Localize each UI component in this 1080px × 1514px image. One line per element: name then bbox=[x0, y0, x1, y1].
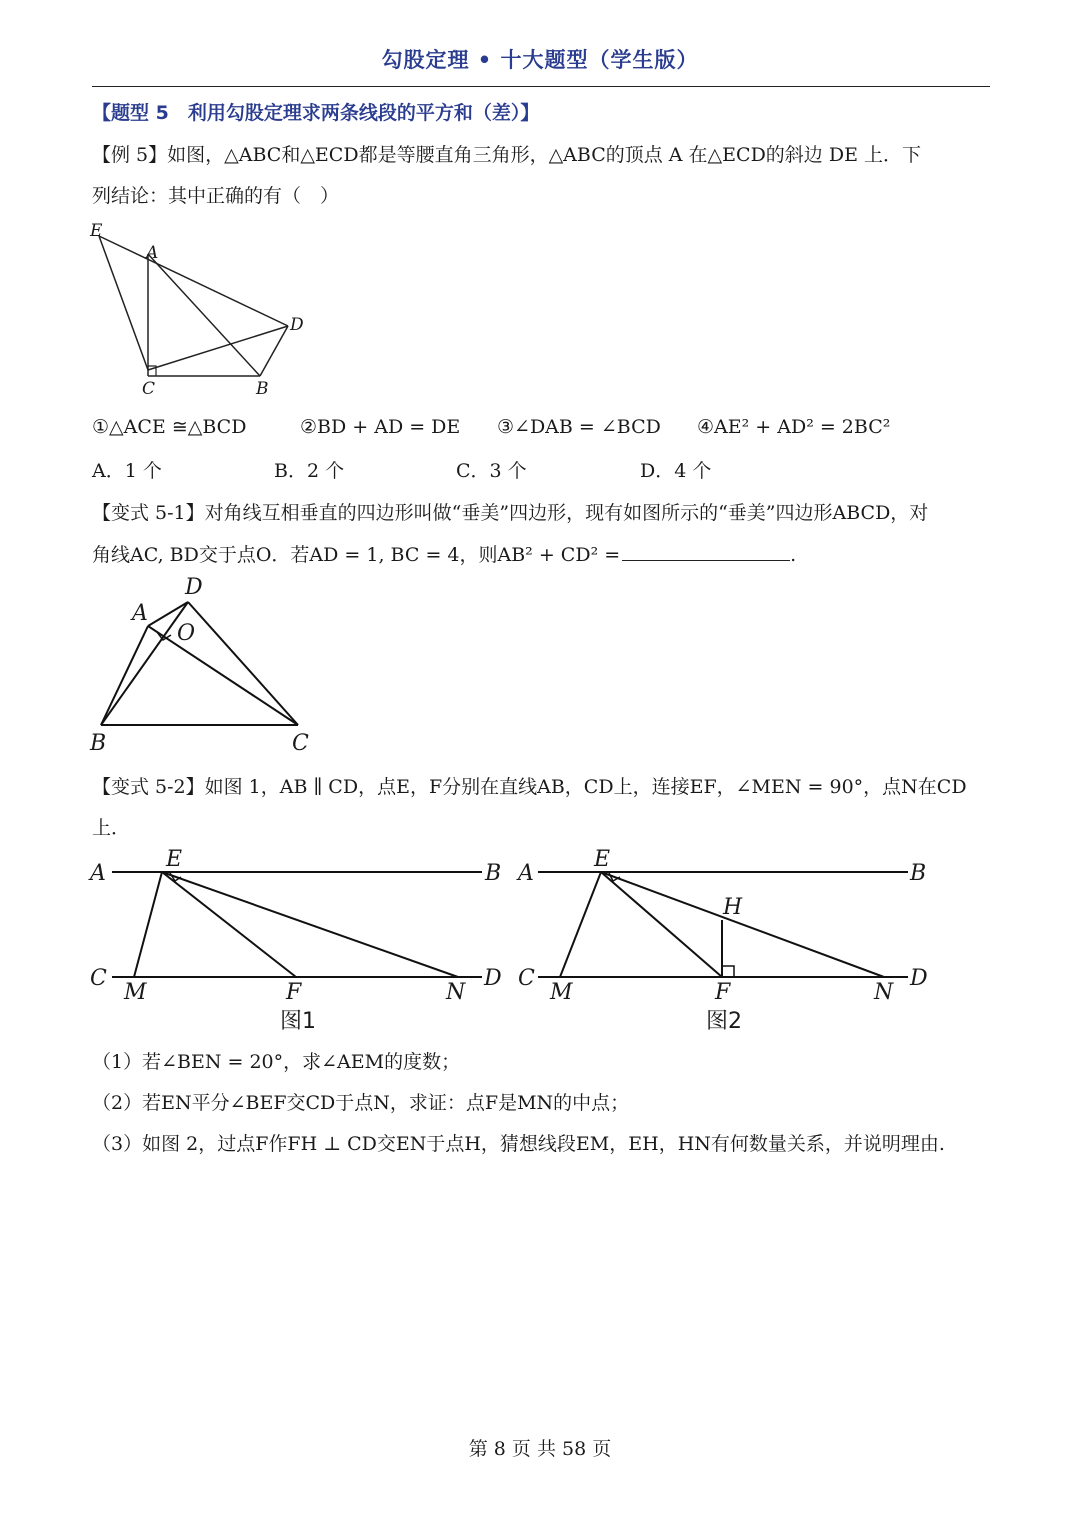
page-footer: 第 8 页 共 58 页 bbox=[468, 1438, 612, 1460]
variant51-line1: 【变式 5-1】对角线互相垂直的四边形叫做“垂美”四边形，现有如图所示的“垂美”四边形ABCD，对 bbox=[92, 502, 929, 524]
question-3: （3）如图 2，过点F作FH ⊥ CD交EN于点H，猜想线段EM，EH，HN有何数量关系，并说明理由. bbox=[92, 1133, 945, 1155]
statement-2: ②BD + AD = DE bbox=[300, 416, 461, 438]
fig5-label-a: A bbox=[146, 243, 159, 263]
fig2-label-f: F bbox=[715, 980, 731, 1005]
fig51-label-o: O bbox=[177, 621, 196, 646]
fig51-label-c: C bbox=[292, 731, 309, 756]
fig5-label-b: B bbox=[256, 379, 269, 398]
question-1: （1）若∠BEN = 20°，求∠AEM的度数； bbox=[92, 1051, 461, 1073]
fig1-label-d: D bbox=[484, 966, 502, 991]
variant52-figure2 bbox=[512, 844, 942, 1038]
variant52-figure1 bbox=[84, 844, 514, 1038]
variant51-line2-text: 角线AC, BD交于点O．若AD = 1, BC = 4，则AB² + CD² = bbox=[92, 544, 621, 566]
fig51-label-d: D bbox=[185, 575, 203, 600]
statement-3: ③∠DAB = ∠BCD bbox=[497, 416, 661, 438]
section-title: 【题型 5 利用勾股定理求两条线段的平方和（差）】 bbox=[92, 102, 540, 124]
variant52-line2: 上． bbox=[92, 817, 131, 839]
variant52-line1: 【变式 5-2】如图 1，AB ∥ CD，点E，F分别在直线AB，CD上，连接EF，∠MEN = 90°，点N在CD bbox=[92, 776, 967, 798]
statement-1: ①△ACE ≅△BCD bbox=[92, 416, 247, 438]
variant51-figure bbox=[84, 572, 324, 760]
option-c: C．3 个 bbox=[456, 460, 527, 482]
page-header-title: 勾股定理 • 十大题型（学生版） bbox=[381, 48, 699, 72]
example5-line2: 列结论：其中正确的有（ ） bbox=[92, 185, 340, 207]
fig5-label-e: E bbox=[90, 221, 103, 241]
statement-4: ④AE² + AD² = 2BC² bbox=[697, 416, 891, 438]
header-divider bbox=[92, 86, 990, 87]
variant51-line2 bbox=[92, 540, 796, 567]
example5-line1: 【例 5】如图，△ABC和△ECD都是等腰直角三角形，△ABC的顶点 A 在△ECD的斜边 DE 上．下 bbox=[92, 144, 921, 166]
fig2-label-a: A bbox=[518, 861, 534, 886]
fig5-label-c: C bbox=[142, 379, 156, 398]
fig2-label-c: C bbox=[518, 966, 535, 991]
fig51-label-b: B bbox=[90, 731, 107, 756]
fig2-label-d: D bbox=[910, 966, 928, 991]
option-a: A．1 个 bbox=[92, 460, 162, 482]
fig1-label-n: N bbox=[446, 980, 466, 1005]
answer-blank[interactable] bbox=[622, 542, 790, 561]
fig5-label-d: D bbox=[290, 315, 304, 335]
fig2-label-e: E bbox=[594, 847, 611, 872]
option-d: D．4 个 bbox=[640, 460, 712, 482]
option-b: B．2 个 bbox=[274, 460, 345, 482]
fig1-label-f: F bbox=[286, 980, 302, 1005]
fig2-label-m: M bbox=[550, 980, 573, 1005]
question-2: （2）若EN平分∠BEF交CD于点N，求证：点F是MN的中点； bbox=[92, 1092, 630, 1114]
fig1-label-a: A bbox=[90, 861, 106, 886]
variant51-line2-end: . bbox=[790, 544, 797, 566]
fig2-label-b: B bbox=[910, 861, 927, 886]
fig1-caption: 图1 bbox=[280, 1009, 316, 1034]
fig2-caption: 图2 bbox=[706, 1009, 742, 1034]
fig1-label-m: M bbox=[124, 980, 147, 1005]
fig2-label-h: H bbox=[723, 895, 743, 920]
fig1-label-e: E bbox=[166, 847, 183, 872]
fig51-label-a: A bbox=[132, 601, 148, 626]
fig1-label-c: C bbox=[90, 966, 107, 991]
fig1-label-b: B bbox=[485, 861, 502, 886]
fig2-label-n: N bbox=[874, 980, 894, 1005]
example5-figure bbox=[84, 218, 324, 398]
